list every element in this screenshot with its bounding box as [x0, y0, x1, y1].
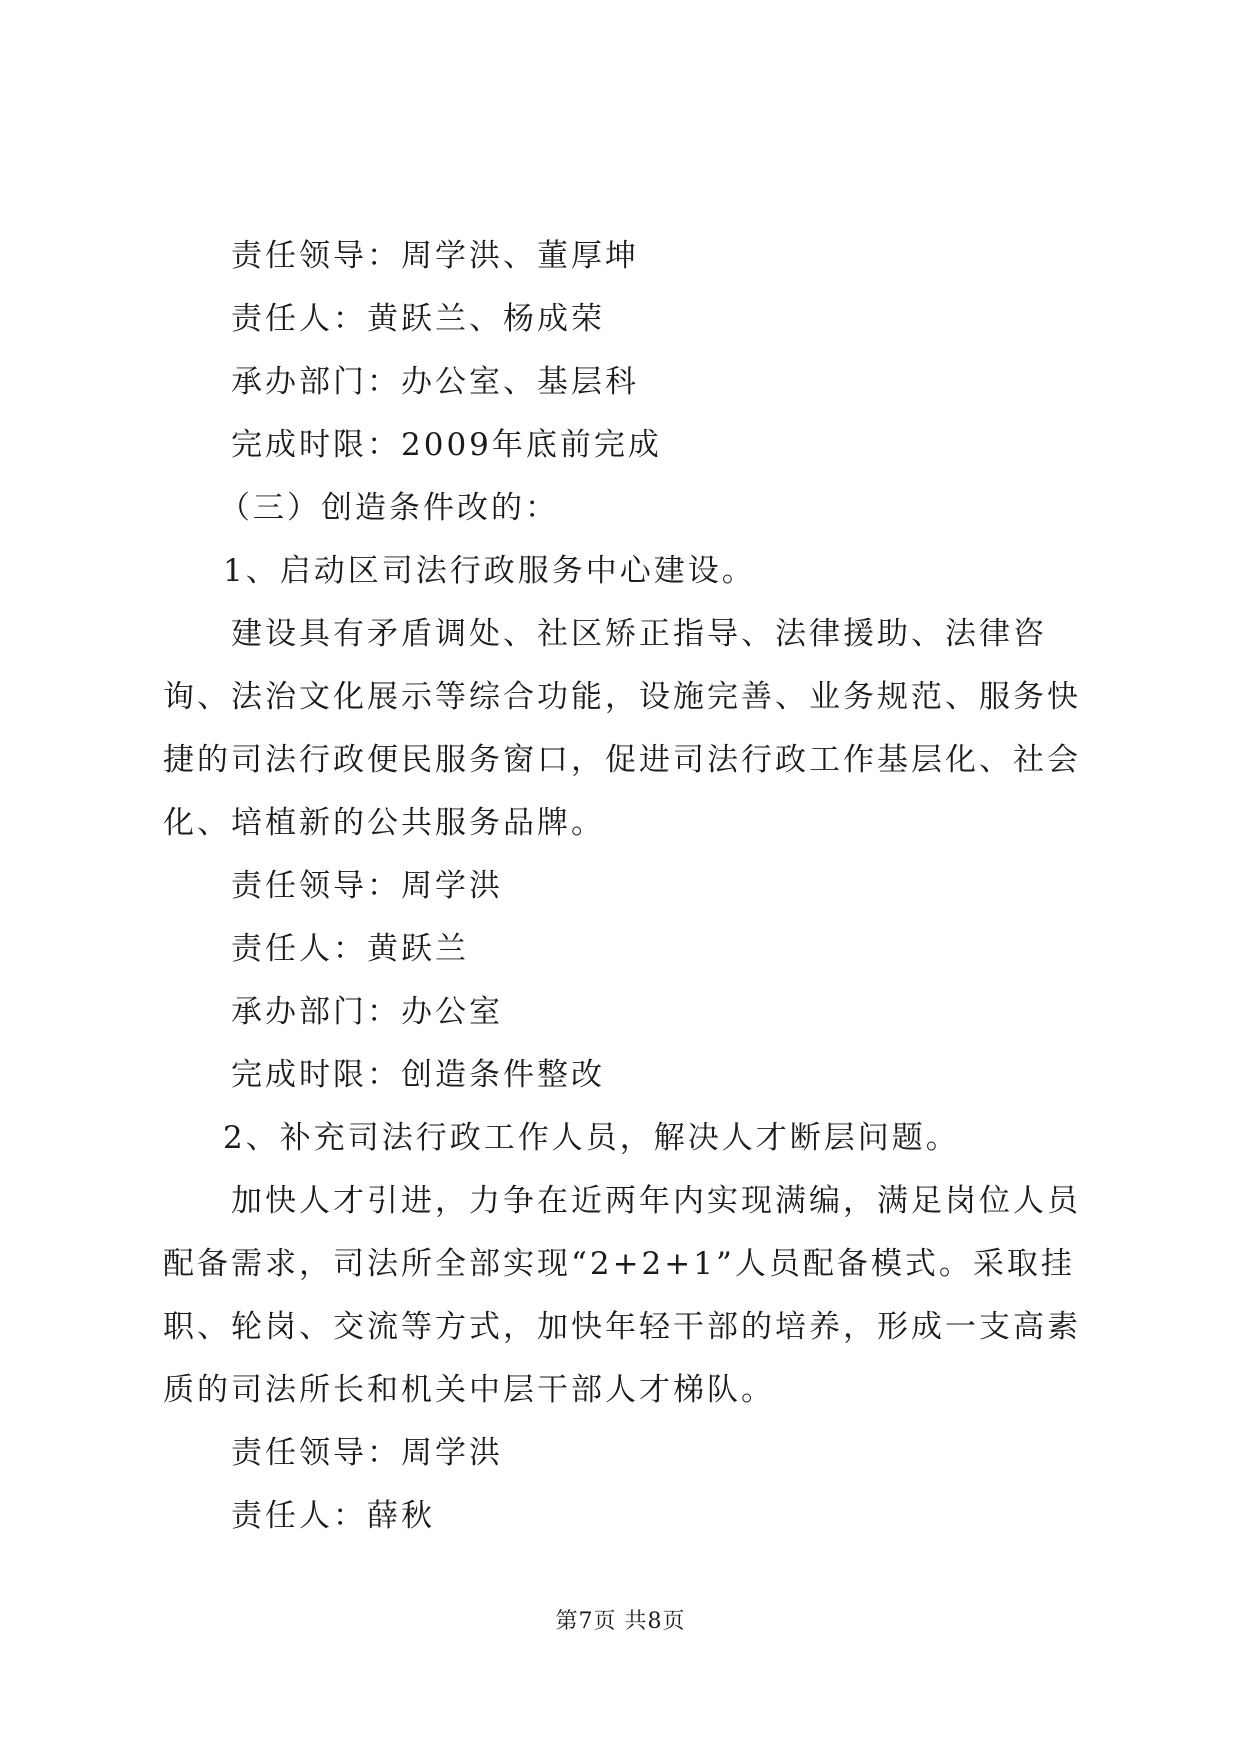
handling-department-line: 承办部门：办公室、基层科	[231, 364, 639, 400]
handling-department-line: 承办部门：办公室	[231, 994, 503, 1030]
responsible-person-line: 责任人：黄跃兰	[231, 931, 469, 967]
document-body	[163, 225, 1088, 1548]
body-paragraph-1: 建设具有矛盾调处、社区矫正指导、法律援助、法律咨询、法治文化展示等综合功能，设施完善、业务规范、服务快捷的司法行政便民服务窗口，促进司法行政工作基层化、社会化、培植新的公共服务品牌。	[163, 616, 1081, 841]
responsible-leader-line: 责任领导：周学洪	[231, 868, 503, 904]
deadline-line: 完成时限：创造条件整改	[231, 1057, 605, 1093]
page-number-footer: 第7页 共8页	[555, 1609, 686, 1634]
item-heading-2: 2、补充司法行政工作人员，解决人才断层问题。	[223, 1120, 960, 1156]
deadline-line: 完成时限：2009年底前完成	[231, 427, 662, 463]
responsible-person-line: 责任人：黄跃兰、杨成荣	[231, 301, 605, 337]
responsible-leader-line: 责任领导：周学洪、董厚坤	[231, 238, 639, 274]
section-heading: （三）创造条件改的：	[219, 490, 559, 526]
item-heading-1: 1、启动区司法行政服务中心建设。	[223, 553, 756, 589]
body-paragraph-2: 加快人才引进，力争在近两年内实现满编，满足岗位人员配备需求，司法所全部实现“2+2+1”人员配备模式。采取挂职、轮岗、交流等方式，加快年轻干部的培养，形成一支高素质的司法所长和机关中层干部人才梯队。	[163, 1183, 1081, 1408]
responsible-leader-line: 责任领导：周学洪	[231, 1435, 503, 1471]
responsible-person-line: 责任人：薛秋	[231, 1498, 435, 1534]
